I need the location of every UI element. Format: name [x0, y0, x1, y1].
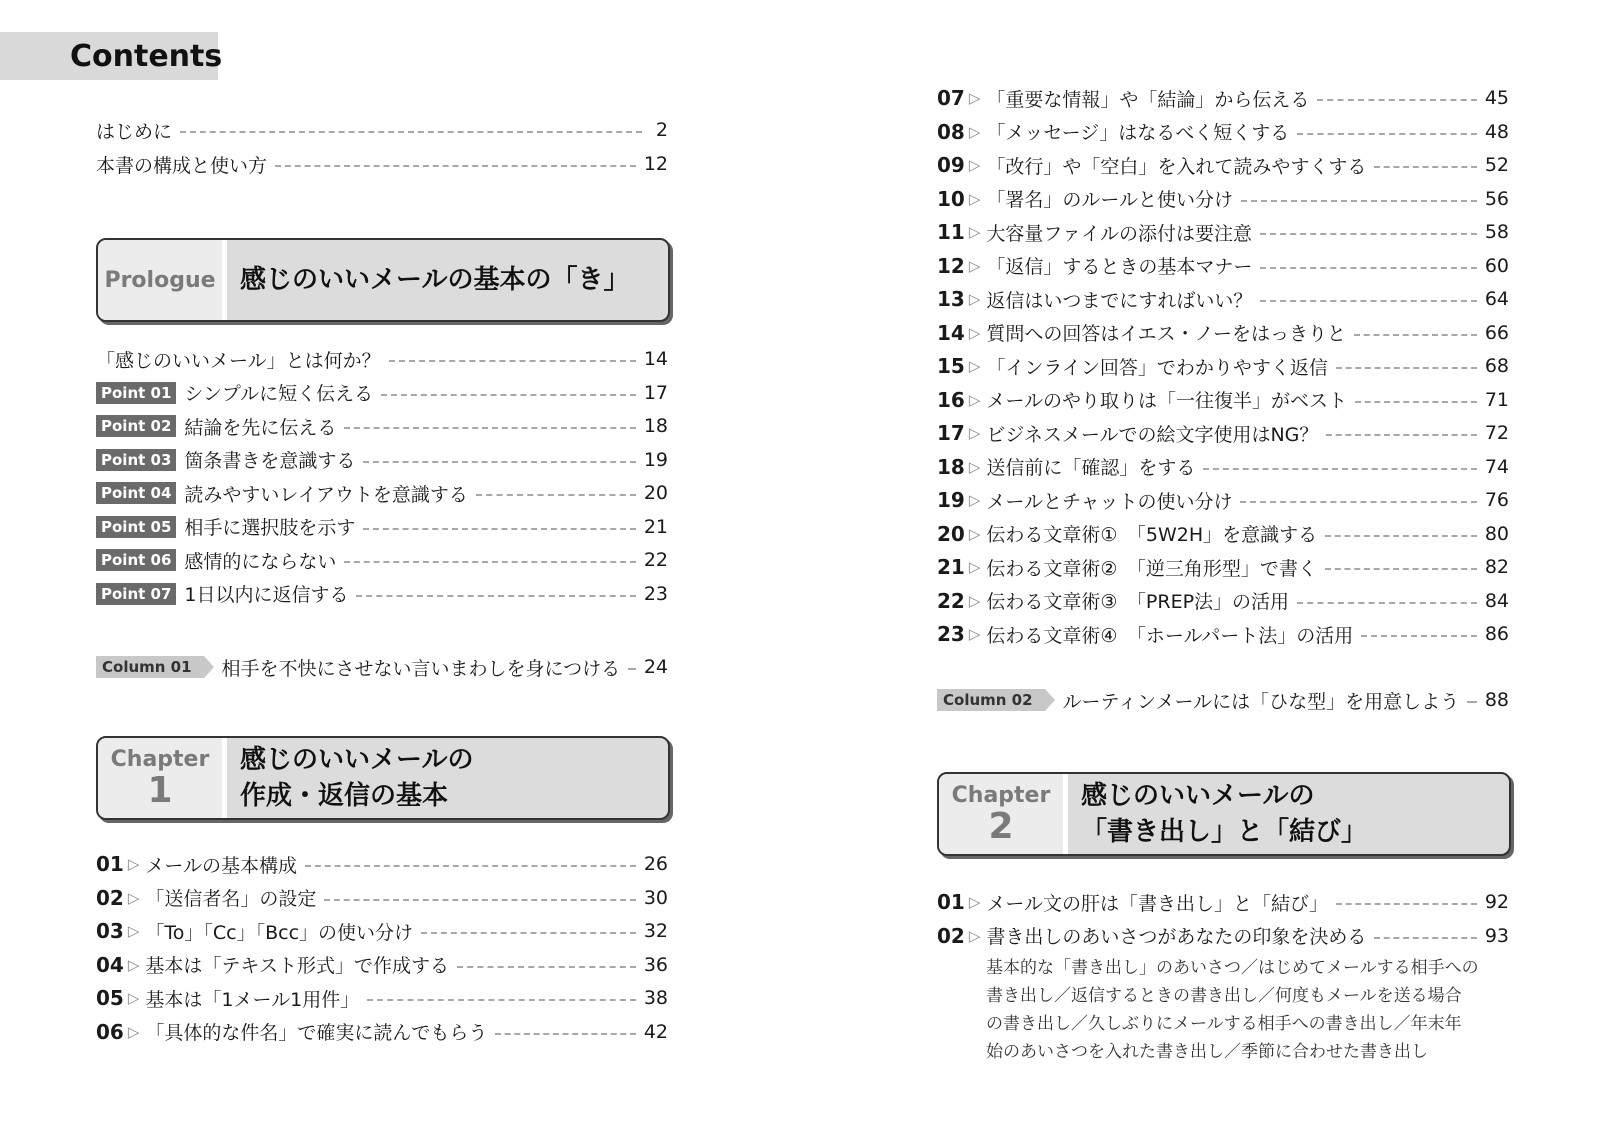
triangle-icon: ▷ [968, 357, 981, 375]
triangle-icon: ▷ [968, 189, 981, 208]
entry-number: 17 [937, 421, 965, 445]
entry-label: メールとチャットの使い分け [986, 490, 1233, 513]
prologue-title [240, 240, 658, 320]
entry-label: メールの基本構成 [145, 854, 298, 877]
prologue-tag: Prologue [104, 267, 216, 293]
chapter-title-line2: 「書き出し」と「結び」 [1081, 817, 1368, 847]
entry-number: 18 [937, 454, 965, 479]
triangle-icon: ▷ [968, 926, 981, 945]
toc-entry[interactable] [937, 619, 1509, 649]
toc-entry[interactable] [96, 983, 668, 1013]
leader-dots [1297, 602, 1477, 604]
entry-label: メール文の肝は「書き出し」と「結び」 [986, 892, 1329, 915]
leader-dots [356, 595, 635, 597]
toc-entry[interactable] [937, 83, 1509, 113]
entry-number: 10 [937, 186, 965, 211]
entry-page: 68 [1484, 355, 1509, 377]
toc-entry[interactable] [96, 478, 668, 508]
toc-entry[interactable] [937, 418, 1509, 448]
description-line: の書き出し／久しぶりにメールする相手への書き出し／年末年 [986, 1014, 1462, 1034]
entry-number: 13 [937, 287, 965, 311]
entry-page: 21 [643, 515, 668, 538]
triangle-icon: ▷ [127, 955, 140, 974]
entry-page: 56 [1484, 187, 1509, 210]
leader-dots [344, 561, 635, 563]
chapter-tag: Chapter [951, 782, 1051, 808]
entry-number: 03 [96, 919, 124, 943]
triangle-icon: ▷ [968, 558, 981, 576]
entry-page: 60 [1484, 254, 1509, 277]
prologue-title-text: 感じのいいメールの基本の「き」 [240, 265, 630, 295]
entry-number: 14 [937, 320, 965, 345]
entry-number: 05 [96, 986, 124, 1010]
entry-page: 58 [1484, 221, 1509, 243]
leader-dots [363, 461, 635, 463]
chapter-title-line2: 作成・返信の基本 [240, 781, 449, 811]
entry-number: 23 [937, 622, 965, 646]
entry-label: 質問への回答はイエス・ノーをはっきりと [986, 323, 1347, 345]
toc-entry[interactable] [937, 552, 1509, 582]
toc-entry[interactable] [937, 117, 1509, 147]
leader-dots [1326, 434, 1476, 436]
entry-page: 26 [643, 853, 668, 875]
entry-page: 20 [643, 482, 668, 504]
column-badge: Column 01 [96, 656, 204, 678]
point-badge: Point 07 [96, 583, 176, 605]
triangle-icon: ▷ [968, 156, 981, 174]
triangle-icon: ▷ [968, 457, 981, 476]
entry-number: 19 [937, 488, 965, 512]
entry-label: 相手に選択肢を示す [184, 517, 356, 539]
entry-number: 11 [937, 220, 965, 244]
toc-entry[interactable] [937, 318, 1509, 348]
leader-dots [363, 528, 635, 530]
entry-label: 箇条書きを意識する [184, 450, 356, 472]
entry-page: 19 [643, 448, 668, 471]
entry-page: 14 [643, 348, 668, 370]
chapter-2-label [939, 774, 1068, 854]
leader-dots [1260, 267, 1476, 269]
entry-page: 22 [643, 549, 668, 571]
entry-page: 66 [1484, 321, 1509, 344]
entry-label: 「感じのいいメール」とは何か？ [96, 349, 381, 372]
leader-dots [1241, 200, 1477, 202]
intro-entry[interactable] [96, 149, 668, 179]
entry-label: 相手を不快にさせない言いまわしを身につける [221, 657, 621, 680]
triangle-icon: ▷ [968, 491, 981, 509]
leader-dots [275, 165, 636, 167]
entry-page: 82 [1484, 556, 1509, 578]
triangle-icon: ▷ [127, 989, 140, 1007]
entry-page: 71 [1484, 388, 1509, 411]
entry-label: メールのやり取りは「一往復半」がベスト [986, 390, 1348, 412]
point-badge: Point 02 [96, 415, 176, 437]
triangle-icon: ▷ [968, 390, 981, 409]
toc-entry[interactable] [96, 512, 668, 542]
triangle-icon: ▷ [968, 893, 981, 911]
entry-number: 09 [937, 153, 965, 177]
entry-label: 書き出しのあいさつがあなたの印象を決める [986, 926, 1367, 948]
triangle-icon: ▷ [968, 89, 981, 107]
point-badge: Point 05 [96, 516, 176, 538]
entry-number: 01 [96, 852, 124, 876]
chapter-1-label [98, 738, 227, 818]
leader-dots [1374, 166, 1476, 168]
entry-label: 大容量ファイルの添付は要注意 [986, 222, 1253, 245]
triangle-icon: ▷ [127, 922, 140, 940]
leader-dots [476, 494, 636, 496]
entry-label: 「署名」のルールと使い分け [986, 189, 1234, 211]
toc-entry[interactable] [937, 184, 1509, 214]
description-line: 基本的な「書き出し」のあいさつ／はじめてメールする相手への [986, 958, 1479, 978]
leader-dots [1467, 701, 1477, 703]
entry-label: 「メッセージ」はなるべく短くする [986, 122, 1290, 144]
entry-label: 伝わる文章術① 「5W2H」を意識する [986, 524, 1318, 546]
point-badge: Point 04 [96, 482, 176, 504]
entry-page: 23 [643, 582, 668, 605]
entry-number: 06 [96, 1019, 124, 1044]
entry-label: 送信前に「確認」をする [986, 457, 1196, 479]
point-badge: Point 01 [96, 382, 176, 404]
entry-page: 48 [1484, 120, 1509, 143]
toc-entry[interactable] [96, 445, 668, 475]
entry-label: 結論を先に伝える [184, 416, 337, 439]
leader-dots [1240, 501, 1476, 503]
entry-label: 感情的にならない [184, 550, 337, 573]
entry-number: 08 [937, 119, 965, 144]
triangle-icon: ▷ [127, 1022, 140, 1041]
leader-dots [1355, 401, 1477, 403]
toc-entry[interactable] [937, 485, 1509, 515]
triangle-icon: ▷ [968, 625, 981, 643]
leader-dots [389, 360, 636, 362]
entry-label: 「インライン回答」でわかりやすく返信 [986, 356, 1328, 379]
leader-dots [1260, 233, 1477, 235]
intro-entry[interactable] [96, 115, 668, 145]
entry-page: 74 [1484, 455, 1509, 478]
entry-label: 「送信者名」の設定 [145, 888, 317, 910]
leader-dots [367, 999, 636, 1001]
toc-entry[interactable] [937, 887, 1509, 917]
chapter-title-line1: 感じのいいメールの [1081, 781, 1315, 811]
triangle-icon: ▷ [968, 223, 981, 241]
entry-page: 52 [1484, 154, 1509, 176]
leader-dots [1325, 568, 1477, 570]
toc-entry[interactable] [937, 452, 1509, 482]
toc-entry[interactable] [937, 519, 1509, 549]
leader-dots [1336, 367, 1477, 369]
leader-dots [1336, 903, 1477, 905]
entry-label: 「具体的な件名」で確実に読んでもらう [145, 1022, 488, 1044]
entry-page: 45 [1484, 87, 1509, 109]
entry-label: シンプルに短く伝える [184, 383, 374, 405]
entry-label: ビジネスメールでの絵文字使用はNG？ [986, 423, 1319, 446]
entry-page: 12 [643, 153, 668, 175]
chapter-number: 1 [147, 769, 173, 811]
leader-dots [457, 966, 636, 968]
toc-entry[interactable] [937, 921, 1509, 951]
entry-page: 30 [643, 886, 668, 909]
contents-title: Contents [70, 39, 223, 74]
triangle-icon: ▷ [968, 122, 981, 141]
leader-dots [1317, 99, 1476, 101]
point-badge: Point 06 [96, 549, 176, 571]
leader-dots [628, 668, 636, 670]
entry-page: 18 [643, 415, 668, 437]
entry-page: 92 [1484, 891, 1509, 913]
column-02-entry[interactable] [937, 685, 1509, 715]
toc-entry[interactable] [96, 950, 668, 980]
entry-label: 伝わる文章術② 「逆三角形型」で書く [986, 557, 1317, 580]
entry-page: 80 [1484, 522, 1509, 545]
leader-dots [1354, 334, 1477, 336]
toc-entry[interactable] [96, 411, 668, 441]
entry-label: 本書の構成と使い方 [96, 154, 268, 177]
triangle-icon: ▷ [968, 323, 981, 342]
leader-dots [180, 131, 642, 133]
triangle-icon: ▷ [968, 256, 981, 275]
triangle-icon: ▷ [127, 855, 140, 873]
triangle-icon: ▷ [968, 524, 981, 543]
entry-number: 02 [937, 923, 965, 948]
entry-page: 38 [643, 987, 668, 1009]
entry-label: 「To」「Cc」「Bcc」の使い分け [145, 921, 414, 944]
entry-label: 伝わる文章術④ 「ホールパート法」の活用 [986, 624, 1354, 647]
toc-entry[interactable] [96, 849, 668, 879]
triangle-icon: ▷ [968, 591, 981, 610]
chapter-1-heading [96, 736, 670, 820]
leader-dots [1297, 133, 1477, 135]
point-badge: Point 03 [96, 449, 176, 471]
entry-number: 01 [937, 890, 965, 914]
entry-page: 72 [1484, 422, 1509, 444]
toc-entry[interactable] [96, 883, 668, 913]
toc-entry[interactable] [96, 916, 668, 946]
entry-label: 読みやすいレイアウトを意識する [184, 483, 468, 506]
entry-label: 「重要な情報」や「結論」から伝える [986, 88, 1310, 111]
entry-page: 88 [1484, 689, 1509, 711]
leader-dots [1325, 535, 1477, 537]
toc-entry[interactable] [937, 251, 1509, 281]
toc-entry[interactable] [937, 586, 1509, 616]
leader-dots [1361, 635, 1477, 637]
leader-dots [1260, 300, 1476, 302]
entry-number: 16 [937, 387, 965, 412]
toc-entry[interactable] [96, 378, 668, 408]
entry-label: 基本は「1メール1用件」 [145, 988, 360, 1011]
contents-header [0, 32, 223, 80]
entry-page: 17 [643, 381, 668, 404]
entry-label: 基本は「テキスト形式」で作成する [145, 955, 450, 977]
prologue-heading [96, 238, 670, 322]
entry-page: 86 [1484, 623, 1509, 645]
leader-dots [1203, 468, 1476, 470]
entry-label: 「改行」や「空白」を入れて読みやすくする [986, 155, 1367, 178]
description-line: 始のあいさつを入れた書き出し／季節に合わせた書き出し [986, 1042, 1428, 1062]
entry-page: 64 [1484, 288, 1509, 310]
entry-number: 22 [937, 588, 965, 613]
entry-page: 24 [643, 656, 668, 678]
leader-dots [495, 1033, 635, 1035]
entry-page: 42 [643, 1020, 668, 1043]
entry-label: 返信はいつまでにすればいい？ [986, 289, 1253, 312]
leader-dots [305, 865, 636, 867]
toc-entry[interactable] [96, 344, 668, 374]
entry-number: 04 [96, 952, 124, 977]
entry-number: 20 [937, 521, 965, 546]
entry-number: 12 [937, 253, 965, 278]
entry-page: 93 [1484, 924, 1509, 947]
chapter-2-title [1081, 774, 1499, 854]
entry-label: ルーティンメールには「ひな型」を用意しよう [1062, 690, 1460, 713]
description-line: 書き出し／返信するときの書き出し／何度もメールを送る場合 [986, 986, 1462, 1006]
toc-entry[interactable] [96, 545, 668, 575]
entry-number: 15 [937, 354, 965, 378]
triangle-icon: ▷ [127, 888, 140, 907]
leader-dots [421, 932, 636, 934]
chapter-title-line1: 感じのいいメールの [240, 745, 474, 775]
chapter-2-heading [937, 772, 1511, 856]
chapter-1-title [240, 738, 658, 818]
toc-entry[interactable] [937, 385, 1509, 415]
entry-label: はじめに [96, 120, 173, 143]
entry-number: 21 [937, 555, 965, 579]
entry-page: 36 [643, 953, 668, 976]
leader-dots [324, 899, 635, 901]
column-01-entry[interactable] [96, 652, 668, 682]
entry-label: 1日以内に返信する [184, 584, 349, 606]
toc-entry[interactable] [96, 1017, 668, 1047]
column-badge: Column 02 [937, 689, 1045, 711]
toc-entry[interactable] [937, 217, 1509, 247]
leader-dots [1374, 937, 1476, 939]
chapter-tag: Chapter [110, 746, 210, 772]
toc-entry[interactable] [96, 579, 668, 609]
entry-number: 02 [96, 885, 124, 910]
entry-number: 07 [937, 86, 965, 110]
leader-dots [344, 427, 635, 429]
chapter-number: 2 [988, 805, 1014, 847]
leader-dots [381, 394, 636, 396]
prologue-label [98, 240, 227, 320]
entry-label: 「返信」するときの基本マナー [986, 256, 1253, 278]
entry-page: 76 [1484, 489, 1509, 511]
triangle-icon: ▷ [968, 424, 981, 442]
toc-entry[interactable] [937, 150, 1509, 180]
entry-page: 32 [643, 920, 668, 942]
chapter-2-section-description [986, 954, 1516, 1066]
entry-label: 伝わる文章術③ 「PREP法」の活用 [986, 591, 1290, 613]
toc-entry[interactable] [937, 351, 1509, 381]
entry-page: 84 [1484, 589, 1509, 612]
entry-page: 2 [655, 119, 668, 141]
toc-entry[interactable] [937, 284, 1509, 314]
triangle-icon: ▷ [968, 290, 981, 308]
